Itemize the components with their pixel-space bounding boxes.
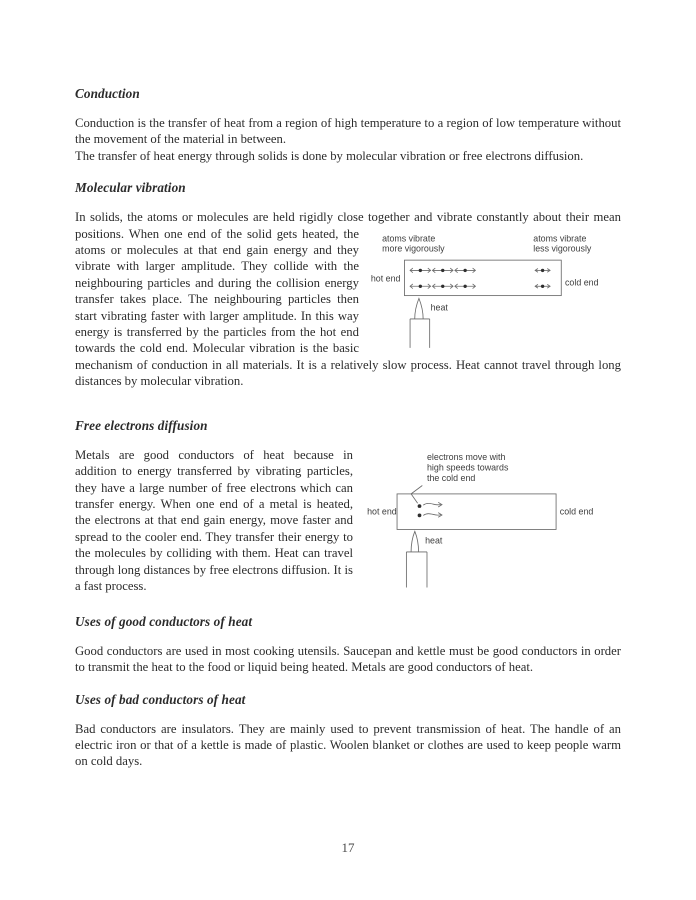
heading-molecular-vibration: Molecular vibration xyxy=(75,180,186,196)
diagram1-label-hot-top-line2: more vigorously xyxy=(382,243,445,254)
free-electrons-diagram xyxy=(363,449,621,594)
paragraph-molecular-vibration: In solids, the atoms or molecules are held rigidly close together and vibrate constantly about their mean positions. When one end of the solid gets heated, the atoms or molecules at that end gain energy and they vibrate with larger amplitude. They collide with the neighbouring particles and during the collision energy transfer takes place. The neighbouring particles then start vibrating faster with larger amplitude. In this way energy is transferred by the particles from the hot end towards the cold end. Molecular vibration is the basic mechanism of conduction in all materials. It is a relatively slow process. Heat cannot travel through long distances by molecular vibration. xyxy=(75,210,621,389)
diagram2-callout-line1: electrons move with xyxy=(426,451,506,462)
solid-bar-outline xyxy=(404,260,561,295)
figure-free-electrons xyxy=(363,449,621,594)
page-number: 17 xyxy=(341,840,355,855)
diagram2-label-heat: heat xyxy=(425,535,443,546)
heading-bad-conductors: Uses of bad conductors of heat xyxy=(75,691,246,707)
page-content xyxy=(75,86,621,770)
paragraph-conduction-1: Conduction is the transfer of heat from a region of high temperature to a region of low temperature without the movement of the material in between. xyxy=(75,116,621,147)
diagram2-callout-line2: high speeds towards xyxy=(426,462,509,473)
diagram2-label-hot-end: hot end xyxy=(367,506,397,517)
electron-arrows xyxy=(423,502,442,517)
paragraph-good-conductors: Good conductors are used in most cooking utensils. Saucepan and kettle must be good conductors in order to transmit the heat to the food or liquid being heated. Metals are good conductors of heat. xyxy=(75,643,621,675)
diagram1-label-cold-top-line2: less vigorously xyxy=(533,243,592,254)
diagram1-label-cold-top-line1: atoms vibrate xyxy=(533,233,587,244)
molecular-vibration-body xyxy=(75,209,621,389)
diagram1-label-hot-end: hot end xyxy=(370,273,401,284)
figure-molecular-vibration xyxy=(369,209,621,351)
atoms-hot xyxy=(419,269,467,288)
heading-free-electrons: Free electrons diffusion xyxy=(75,417,208,433)
diagram2-callout-line3: the cold end xyxy=(426,472,476,483)
electrons xyxy=(418,504,422,517)
diagram2-label-cold-end: cold end xyxy=(559,506,594,517)
metal-bar-outline xyxy=(397,494,556,530)
molecular-vibration-diagram xyxy=(369,229,621,351)
paragraph-conduction-2: The transfer of heat energy through solids is done by molecular vibration or free electrons diffusion. xyxy=(75,148,584,163)
atoms-cold xyxy=(541,269,544,288)
burner-icon xyxy=(406,531,427,587)
diagram1-label-heat: heat xyxy=(430,302,448,313)
free-electrons-body xyxy=(75,447,621,598)
heading-conduction: Conduction xyxy=(75,86,140,101)
callout-leader-line xyxy=(411,485,422,503)
diagram1-label-hot-top-line1: atoms vibrate xyxy=(382,233,436,244)
burner-icon xyxy=(410,299,430,348)
diagram1-label-cold-end: cold end xyxy=(565,277,599,288)
heading-good-conductors: Uses of good conductors of heat xyxy=(75,613,253,629)
paragraph-bad-conductors: Bad conductors are insulators. They are mainly used to prevent transmission of heat. The handle of an electric iron or that of a kettle is made of plastic. Woolen blanket or clothes are used to keep people warm on cold days. xyxy=(75,721,621,769)
paragraph-free-electrons: Metals are good conductors of heat because in addition to energy transferred by vibrating particles, they have a large number of free electrons which can transfer energy. When one end of a metal is heated, the electrons at that end gain energy, move faster and spread to the cooler end. They transfer their energy to the molecules by colliding with them. Heat can travel through long distances by free electrons diffusion. It is a fast process. xyxy=(75,447,353,593)
